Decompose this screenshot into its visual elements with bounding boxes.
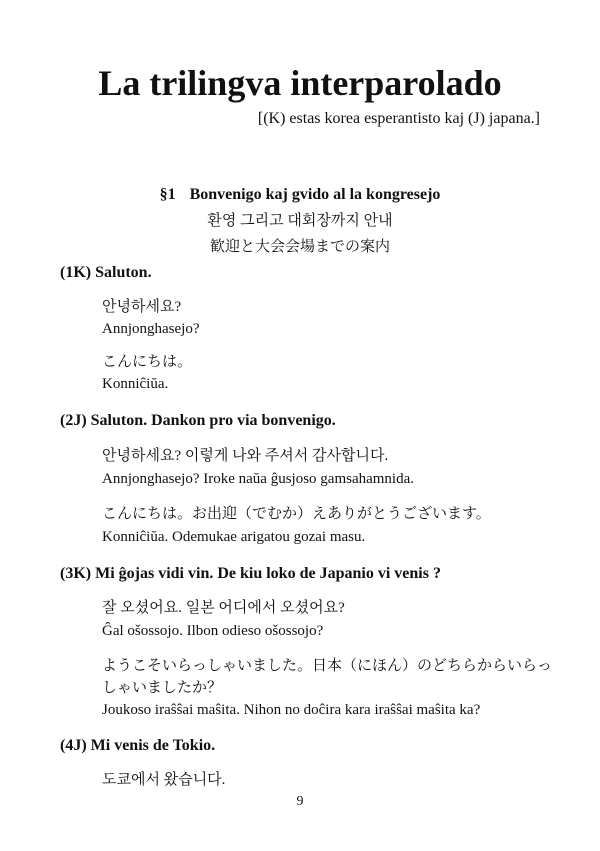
page-number: 9 <box>296 794 304 809</box>
section-title-japanese: 歓迎と大会会場までの案内 <box>209 239 390 255</box>
section-number: §1 <box>159 186 176 203</box>
section-title-korean: 환영 그리고 대회장까지 안내 <box>207 213 393 229</box>
section-heading <box>0 184 600 206</box>
dialogue-3-korean: 잘 오셨어요. 일본 어디에서 오셨어요? <box>102 600 345 616</box>
dialogue-speaker-4: (4J) Mi venis de Tokio. <box>60 737 216 754</box>
dialogue-2-korean: 안녕하세요? 이렇게 나와 주셔서 감사합니다. <box>102 448 389 464</box>
dialogue-1-korean: 안녕하세요? <box>102 299 182 315</box>
dialogue-3-japanese-continued: しゃいましたか？ <box>102 680 223 696</box>
dialogue-1-japanese: こんにちは。 <box>102 354 193 370</box>
dialogue-speaker-3: (3K) Mi ĝojas vidi vin. De kiu loko de Japanio vi venis ? <box>60 565 441 582</box>
dialogue-3-korean-romanized: Ĝal ošossojo. Ilbon odieso ošossojo? <box>102 623 324 639</box>
dialogue-2-japanese-romanized: Konniĉiŭa. Odemukae arigatou gozai masu. <box>102 529 366 545</box>
page-subtitle: [(K) estas korea esperantisto kaj (J) japana.] <box>257 110 540 127</box>
dialogue-4-korean: 도쿄에서 왔습니다. <box>102 772 226 788</box>
dialogue-2-korean-romanized: Annjonghasejo? Iroke naŭa ĝusjoso gamsahamnida. <box>102 471 415 487</box>
dialogue-1-korean-romanized: Annjonghasejo? <box>102 321 200 337</box>
dialogue-3-japanese: ようこそいらっしゃいました。日本（にほん）のどちらからいらっ <box>102 658 553 674</box>
dialogue-2-japanese: こんにちは。お出迎（でむか）えありがとうございます。 <box>102 506 491 522</box>
dialogue-speaker-2: (2J) Saluton. Dankon pro via bonvenigo. <box>60 412 336 429</box>
dialogue-1-japanese-romanized: Konniĉiŭa. <box>102 376 169 392</box>
dialogue-speaker-1: (1K) Saluton. <box>60 264 152 281</box>
section-title: Bonvenigo kaj gvido al la kongresejo <box>189 186 441 203</box>
dialogue-3-japanese-romanized: Joukoso iraŝŝai maŝita. Nihon no doĉira kara iraŝŝai maŝita ka? <box>102 702 481 718</box>
page-title: La trilingva interparolado <box>98 63 502 103</box>
